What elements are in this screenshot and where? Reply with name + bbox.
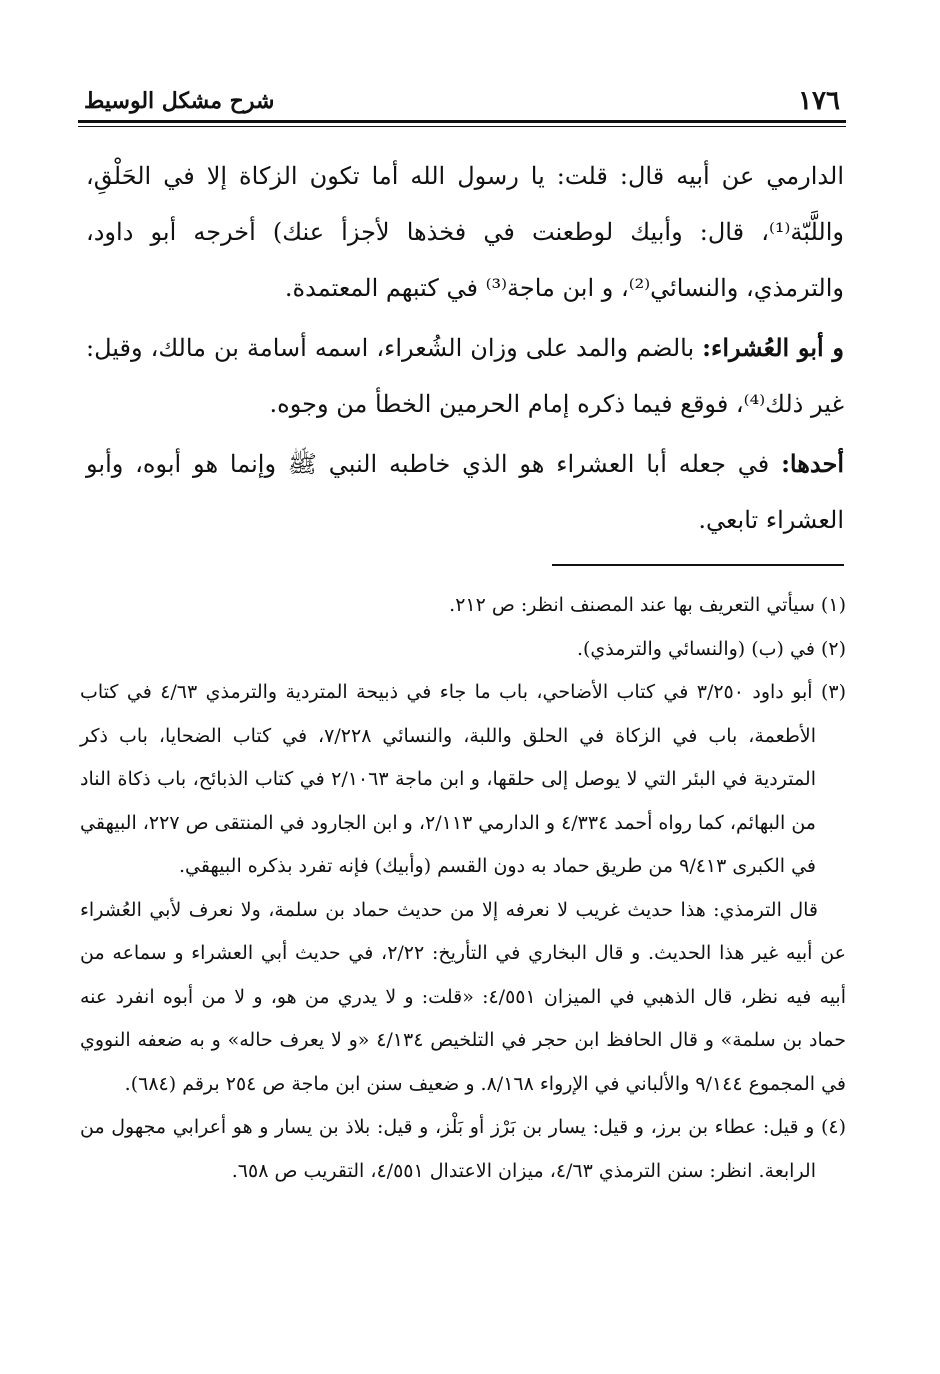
term-abu-al-ushara: و أبو العُشراء: <box>702 333 844 362</box>
paragraph-3 <box>86 436 844 548</box>
footnote-1: (١) سيأتي التعريف بها عند المصنف انظر: ص ٢١٢. <box>449 594 846 616</box>
running-title: شرح مشكل الوسيط <box>84 88 275 114</box>
header-rule <box>78 120 846 123</box>
page-header <box>78 84 846 128</box>
term-ahaduha: أحدها: <box>781 449 844 478</box>
header-rule-thin <box>78 126 846 127</box>
footnotes <box>80 584 846 1193</box>
paragraph-2-text: بالضم والمد على وزان الشُعراء، اسمه أسامة بن مالك، وقيل: غير ذلك⁽⁴⁾، فوقع فيما ذكره إمام الحرمين الخطأ من وجوه. <box>86 334 844 418</box>
footnote-separator <box>552 564 844 566</box>
paragraph-3-text: في جعله أبا العشراء هو الذي خاطبه النبي ﷺ وإنما هو أبوه، وأبو العشراء تابعي. <box>86 450 844 534</box>
footnote-3: (٣) أبو داود ٣/٢٥٠ في كتاب الأضاحي، باب ما جاء في ذبيحة المتردية والترمذي ٤/٦٣ في كتاب الأطعمة، باب في الزكاة في الحلق واللبة، والنسائي ٧/٢٢٨، في كتاب الضحايا، باب ذكر المتردية في البئر التي لا يوصل إلى حلقها، و ابن ماجة ٢/١٠٦٣ في كتاب الذبائح، باب ذكاة الناد من البهائم، كما رواه أحمد ٤/٣٣٤ و الدارمي ٢/١١٣، و ابن الجارود في المنتقى ص ٢٢٧، البيهقي في الكبرى ٩/٤١٣ من طريق حماد به دون القسم (وأبيك) فإنه تفرد بذكره البيهقي. <box>80 681 846 877</box>
main-text <box>86 148 844 548</box>
paragraph-2 <box>86 320 844 432</box>
footnote-3-continuation: قال الترمذي: هذا حديث غريب لا نعرفه إلا من حديث حماد بن سلمة، ولا نعرف لأبي العُشراء عن أبيه غير هذا الحديث. و قال البخاري في التأريخ: ٢/٢٢، في حديث أبي العشراء و سماعه من أبيه فيه نظر، قال الذهبي في الميزان ٤/٥٥١: «قلت: و لا يدري من هو، و لا من أبوه انفرد عنه حماد بن سلمة» و قال الحافظ ابن حجر في التلخيص ٤/١٣٤ «و لا يعرف حاله» و به ضعفه النووي في المجموع ٩/١٤٤ والألباني في الإرواء ٨/١٦٨. و ضعيف سنن ابن ماجة ص ٢٥٤ برقم (٦٨٤). <box>80 898 847 1095</box>
page-number: ١٧٦ <box>798 86 840 116</box>
footnote-2: (٢) في (ب) (والنسائي والترمذي). <box>576 637 846 660</box>
paragraph-1: الدارمي عن أبيه قال: قلت: يا رسول الله أما تكون الزكاة إلا في الحَلْقِ، واللَّبّة⁽¹⁾، قال: وأبيك لوطعنت في فخذها لأجزأ عنك) أخرجه أبو داود، والترمذي، والنسائي⁽²⁾، و ابن ماجة⁽³⁾ في كتبهم المعتمدة. <box>86 162 844 302</box>
footnote-4: (٤) و قيل: عطاء بن برز، و قيل: يسار بن بَرْز أو بَلْز، و قيل: بلاذ بن يسار و هو أعرابي مجهول من الرابعة. انظر: سنن الترمذي ٤/٦٣، ميزان الاعتدال ٤/٥٥١، التقريب ص ٦٥٨. <box>80 1116 846 1182</box>
